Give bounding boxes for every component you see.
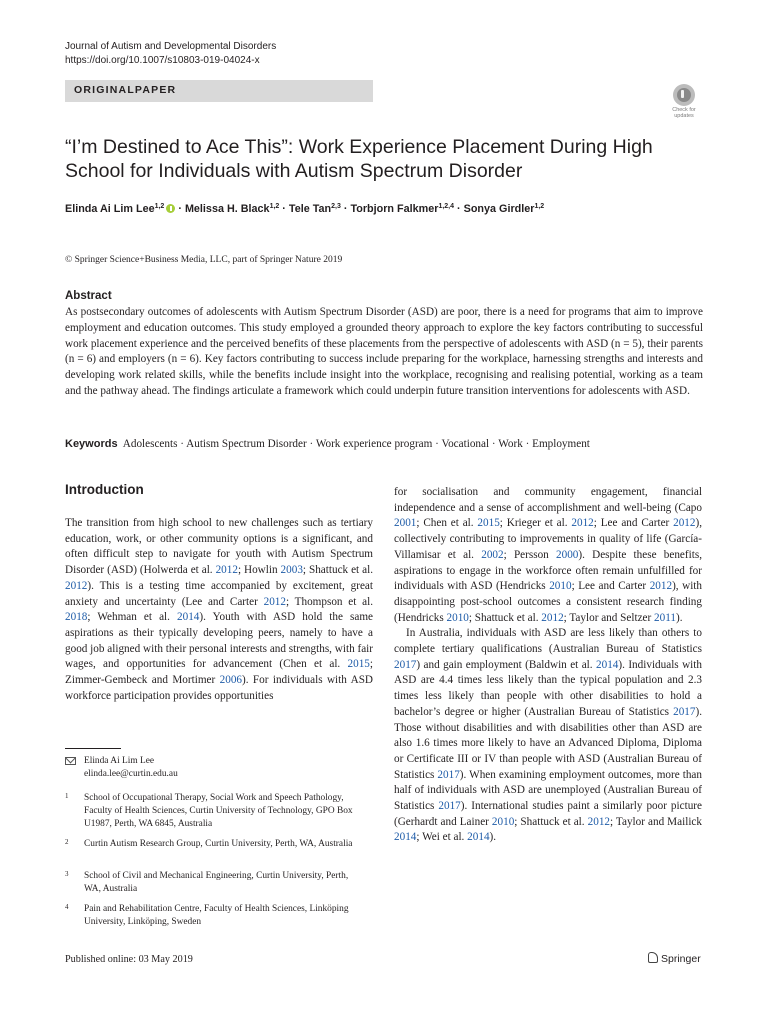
citation-link[interactable]: 2012 <box>215 564 238 577</box>
affiliation-2 <box>65 838 365 851</box>
publisher-logo <box>648 952 701 965</box>
journal-header <box>65 40 276 68</box>
citation-link[interactable]: 2001 <box>394 517 417 530</box>
author-separator: · <box>279 203 289 215</box>
copyright-line: © Springer Science+Business Media, LLC, part of Springer Nature 2019 <box>65 255 343 265</box>
affiliation-text: School of Civil and Mechanical Engineering, Curtin University, Perth, WA, Australia <box>84 871 349 894</box>
paragraph: The transition from high school to new challenges such as tertiary education, work, or other community options is a significant, and often difficult step to navigate for youth with Autism Spectrum Disorder (ASD) (Holwerda et al. 2012; Howlin 2003; Shattuck et al. 2012). This is a testing time accompanied by excitement, great anxiety and uncertainty (Lee and Carter 2012; Thompson et al. 2018; Wehman et al. 2014). Youth with ASD hold the same aspirations as their typically developing peers, namely to have a good job aligned with their personal interests and strengths, with fair wages, and opportunities for advancement (Chen et al. 2015; Zimmer-Gembeck and Mortimer 2006). For individuals with ASD workforce participation provides opportunities <box>65 517 374 702</box>
citation-link[interactable]: 2014 <box>467 831 490 844</box>
citation-link[interactable]: 2017 <box>673 705 696 718</box>
author-affiliation-marker: 2,3 <box>331 203 341 210</box>
citation-link[interactable]: 2014 <box>596 658 619 671</box>
author-name[interactable]: Sonya Girdler <box>463 203 535 215</box>
citation-link[interactable]: 2018 <box>65 611 88 624</box>
citation-link[interactable]: 2012 <box>571 517 594 530</box>
citation-link[interactable]: 2003 <box>280 564 303 577</box>
affiliation-4 <box>65 903 365 929</box>
publisher-name: Springer <box>661 953 701 965</box>
citation-link[interactable]: 2002 <box>481 548 504 561</box>
citation-link[interactable]: 2012 <box>263 595 286 608</box>
author-name[interactable]: Elinda Ai Lim Lee <box>65 203 155 215</box>
affiliation-1 <box>65 792 365 831</box>
article-type-bar <box>65 80 373 102</box>
affiliation-number: 4 <box>65 903 69 911</box>
author-affiliation-marker: 1,2,4 <box>438 203 455 210</box>
citation-link[interactable]: 2014 <box>177 611 200 624</box>
citation-link[interactable]: 2012 <box>587 815 610 828</box>
affiliation-number: 1 <box>65 792 69 800</box>
affiliation-text: School of Occupational Therapy, Social Work and Speech Pathology, Faculty of Health Sciences, Curtin University of Technology, GPO Box U1987, Perth, WA 6845, Australia <box>84 793 353 829</box>
affiliation-number: 3 <box>65 870 69 878</box>
affiliation-3 <box>65 870 365 896</box>
citation-link[interactable]: 2014 <box>394 831 417 844</box>
affiliation-text: Curtin Autism Research Group, Curtin University, Perth, WA, Australia <box>84 839 353 849</box>
author-separator: · <box>175 203 185 215</box>
paragraph: In Australia, individuals with ASD are less likely than others to complete tertiary qualifications (Australian Bureau of Statistics 2017) and gain employment (Baldwin et al. 2014). Individuals with ASD are 4.4 times less likely than the typical population and 2.3 times less likely than people with other disabilities to hold a bachelor’s degree or higher (Australian Bureau of Statistics 2017). Those without disabilities and with disabilities other than ASD are also 1.6 times more likely to have an Advanced Diploma, Diploma or Certificate III or IV than people with ASD (Australian Bureau of Statistics 2017). When examining employment outcomes, more than half of individuals with ASD are unemployed (Australian Bureau of Statistics 2017). International studies paint a similarly poor picture (Gerhardt and Lainer 2010; Shattuck et al. 2012; Taylor and Mailick 2014; Wei et al. 2014). <box>394 627 702 844</box>
abstract-text: As postsecondary outcomes of adolescents with Autism Spectrum Disorder (ASD) are poor, there is a need for programs that aim to improve employment and education outcomes. This study employed a grounded theory approach to explore the key factors contributing to successful work placement experience and the perceived benefits of these placements from the perspective of adolescents with ASD (n = 5), their parents (n = 6) and employers (n = 6). Key factors contributing to success include preparing for the workplace, harnessing strengths and interests and developing work related skills, while the benefits include insight into the workplace, recognising and realising potential, working as a team and the pathway ahead. The findings articulate a framework which could underpin future transition interventions for adolescents with ASD. <box>65 306 703 397</box>
author-separator: · <box>340 203 351 215</box>
correspondence-email[interactable]: elinda.lee@curtin.edu.au <box>84 769 178 779</box>
orcid-icon[interactable] <box>166 204 175 213</box>
keywords-line <box>65 436 725 452</box>
springer-horse-icon <box>648 952 658 963</box>
citation-link[interactable]: 2011 <box>654 611 676 624</box>
check-updates-icon <box>673 84 695 106</box>
citation-link[interactable]: 2012 <box>65 579 88 592</box>
author-separator: · <box>454 203 464 215</box>
abstract-heading: Abstract <box>65 290 112 302</box>
paragraph: for socialisation and community engagement, financial independence and a sense of accomplishment and well-being (Capo 2001; Chen et al. 2015; Krieger et al. 2012; Lee and Carter 2012), collectively contributing to improvements in quality of life (García-Villamisar et al. 2002; Persson 2000). Despite these benefits, aspirations to engage in the workforce often remain unfulfilled for individuals with ASD (Hendricks 2010; Lee and Carter 2012), with disappointing post-school outcomes a consistent research finding (Hendricks 2010; Shattuck et al. 2012; Taylor and Seltzer 2011). <box>394 486 703 624</box>
citation-link[interactable]: 2012 <box>541 611 564 624</box>
keywords-label: Keywords <box>65 438 118 450</box>
article-type-label: ORIGINALPAPER <box>74 84 177 96</box>
footnote-divider <box>65 748 121 749</box>
citation-link[interactable]: 2015 <box>477 517 500 530</box>
article-title: “I’m Destined to Ace This”: Work Experience Placement During High School for Individuals with Autism Spectrum Disorder <box>65 136 653 182</box>
citation-link[interactable]: 2015 <box>347 658 370 671</box>
check-updates-label: Check for updates <box>672 107 696 119</box>
affiliation-number: 2 <box>65 838 69 846</box>
author-name[interactable]: Tele Tan <box>288 203 332 215</box>
citation-link[interactable]: 2017 <box>438 800 461 813</box>
author-name[interactable]: Melissa H. Black <box>184 203 270 215</box>
correspondence-name: Elinda Ai Lim Lee <box>84 756 155 766</box>
check-for-updates-button[interactable] <box>664 84 704 126</box>
author-affiliation-marker: 1,2 <box>534 203 545 210</box>
citation-link[interactable]: 2000 <box>556 548 579 561</box>
citation-link[interactable]: 2012 <box>649 580 673 593</box>
envelope-icon <box>65 757 76 765</box>
published-date: Published online: 03 May 2019 <box>65 954 193 965</box>
citation-link[interactable]: 2017 <box>394 658 417 671</box>
body-column-left <box>65 516 373 704</box>
citation-link[interactable]: 2012 <box>673 517 696 530</box>
citation-link[interactable]: 2006 <box>219 674 242 687</box>
author-list <box>65 202 725 216</box>
keywords-list: Adolescents · Autism Spectrum Disorder · Work experience program · Vocational · Work · Employment <box>122 438 590 450</box>
correspondence-note <box>65 755 178 781</box>
citation-link[interactable]: 2010 <box>446 611 469 624</box>
author-affiliation-marker: 1,2 <box>154 203 165 210</box>
journal-name: Journal of Autism and Developmental Disorders <box>65 41 277 52</box>
author-affiliation-marker: 1,2 <box>269 203 280 210</box>
citation-link[interactable]: 2017 <box>437 768 460 781</box>
affiliation-text: Pain and Rehabilitation Centre, Faculty of Health Sciences, Linköping University, Linköping, Sweden <box>84 904 349 927</box>
doi-link[interactable]: https://doi.org/10.1007/s10803-019-04024-x <box>65 55 260 66</box>
introduction-heading: Introduction <box>65 482 144 497</box>
author-name[interactable]: Torbjorn Falkmer <box>350 203 439 215</box>
citation-link[interactable]: 2010 <box>549 580 572 593</box>
body-column-right <box>394 485 702 846</box>
citation-link[interactable]: 2010 <box>491 815 515 828</box>
